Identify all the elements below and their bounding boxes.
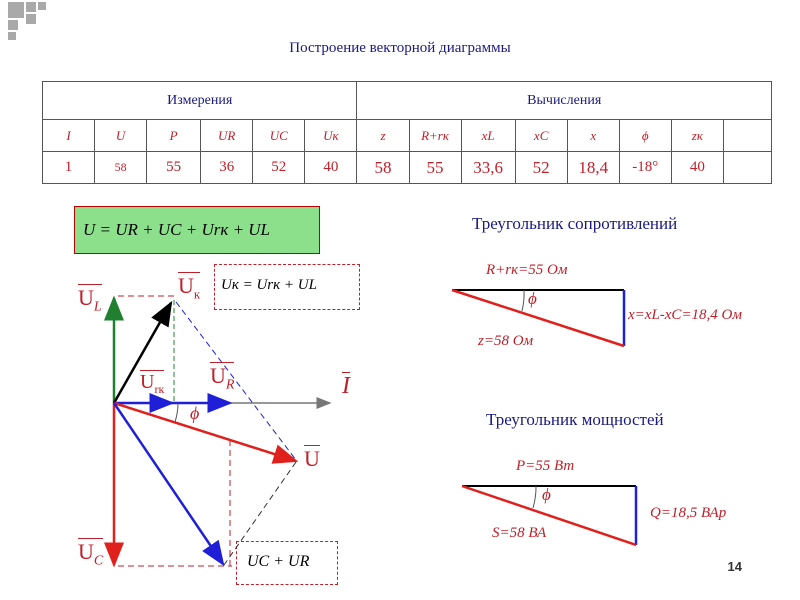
cell: -18° [619, 152, 671, 184]
label-uc-sub: C [93, 553, 104, 569]
col-header: P [147, 120, 201, 152]
page-number: 14 [727, 559, 742, 574]
label-urk [140, 370, 164, 397]
cell: 40 [671, 152, 723, 184]
construction-line [176, 302, 296, 460]
col-header: UC [253, 120, 305, 152]
phi-arc [175, 403, 178, 422]
cell: 33,6 [461, 152, 515, 184]
header-calculations: Вычисления [357, 82, 772, 120]
col-header: xL [461, 120, 515, 152]
resistance-triangle-title: Треугольник сопротивлений [472, 214, 678, 233]
cell: 1 [43, 152, 95, 184]
formula-main-text: U = UR + UC + Urк + UL [83, 220, 271, 239]
res-phi-arc [522, 290, 524, 311]
res-side-label: x=xL-xC=18,4 Ом [628, 307, 742, 323]
pow-top-label: P=55 Вт [516, 458, 575, 474]
label-urk-sub: rк [154, 382, 165, 396]
label-ur-main: U [210, 363, 226, 388]
col-header: I [43, 120, 95, 152]
label-uc-main: U [78, 539, 94, 564]
cell: 58 [357, 152, 409, 184]
cell: 36 [201, 152, 253, 184]
label-ur-sub: R [225, 377, 235, 393]
construction-line [224, 462, 296, 565]
res-top-label: R+rк=55 Ом [486, 262, 568, 278]
res-phi-label: ϕ [528, 289, 537, 308]
cell: 52 [515, 152, 567, 184]
cell: 55 [409, 152, 461, 184]
pow-phi-arc [533, 486, 536, 508]
label-ur [210, 362, 234, 393]
label-uk-main: U [178, 273, 194, 298]
label-uk-sub: к [193, 286, 201, 302]
label-uc [78, 538, 103, 569]
formula-bottom-text: UC + UR [247, 553, 310, 570]
col-header: Uк [305, 120, 357, 152]
vector-uc-plus-ur [114, 403, 223, 564]
cell: 55 [147, 152, 201, 184]
cell: 18,4 [567, 152, 619, 184]
label-u: U [304, 446, 320, 471]
vector-u [114, 403, 296, 461]
col-header: U [95, 120, 147, 152]
col-header: xC [515, 120, 567, 152]
label-phi: ϕ [190, 403, 200, 423]
col-header: z [357, 120, 409, 152]
res-hyp-label: z=58 Ом [478, 333, 534, 349]
formula-k-text: Uк = Urк + UL [221, 277, 317, 293]
label-ul [78, 284, 102, 315]
power-triangle-title: Треугольник мощностей [486, 410, 664, 429]
page-title: Построение векторной диаграммы [289, 40, 511, 56]
label-ul-sub: L [93, 299, 102, 315]
label-ul-main: U [78, 285, 94, 310]
cell: 52 [253, 152, 305, 184]
label-urk-main: U [140, 371, 155, 393]
label-i: I [342, 373, 350, 399]
col-header: zк [671, 120, 723, 152]
header-measurements: Измерения [43, 82, 357, 120]
col-header: R+rк [409, 120, 461, 152]
col-header: x [567, 120, 619, 152]
cell: 58 [95, 152, 147, 184]
pow-hyp-label: S=58 ВА [492, 525, 547, 541]
pow-phi-label: ϕ [542, 485, 551, 504]
label-uk [178, 272, 200, 302]
pow-side-label: Q=18,5 ВАр [650, 505, 727, 521]
cell: 40 [305, 152, 357, 184]
col-header: UR [201, 120, 253, 152]
col-header: ϕ [619, 120, 671, 152]
